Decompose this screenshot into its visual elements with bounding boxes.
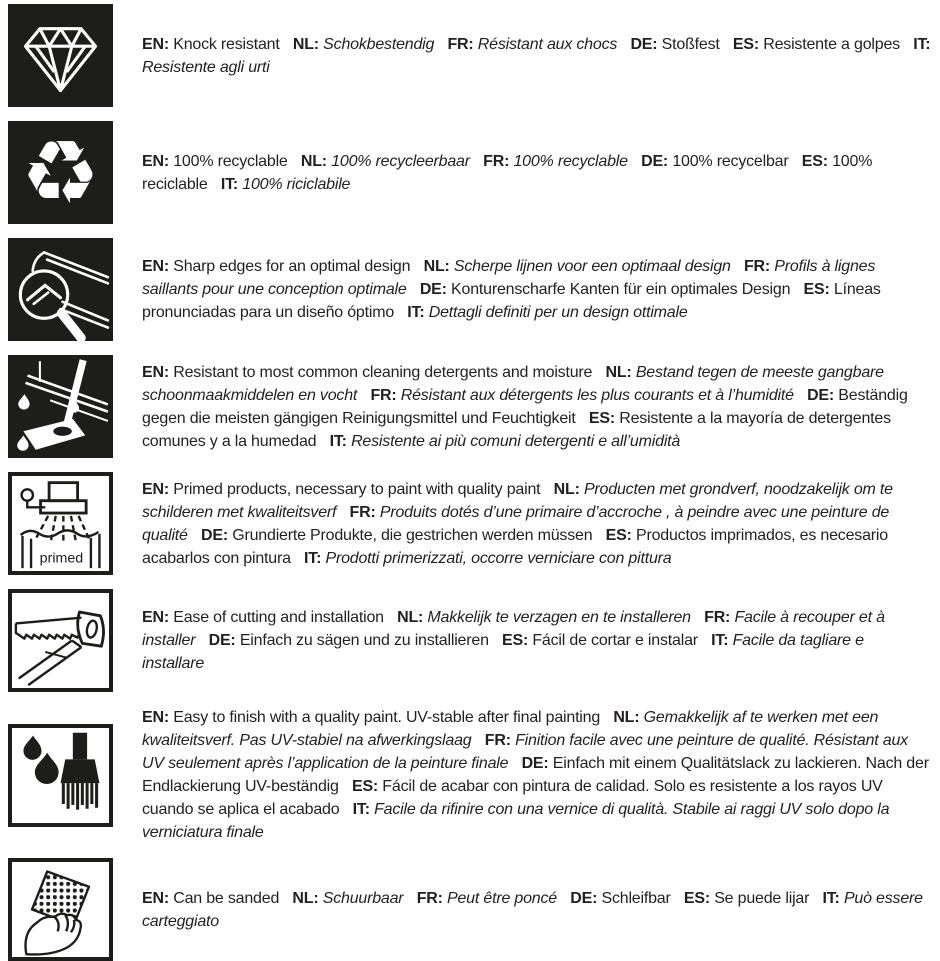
language-text: Resistente a golpes (763, 35, 900, 53)
language-label: NL: (292, 889, 319, 907)
language-segment (570, 890, 670, 907)
language-label: ES: (588, 409, 615, 427)
language-label: DE: (630, 35, 658, 53)
language-label: IT: (711, 632, 729, 649)
language-text: Bestand tegen de meeste gangbare schoonmaakmiddelen en vocht (142, 363, 884, 404)
language-segment (304, 550, 671, 567)
feature-text (142, 33, 934, 79)
language-text: Knock resistant (173, 35, 280, 53)
language-label: NL: (613, 709, 640, 726)
language-text: 100% recyclable (173, 152, 288, 170)
language-label: ES: (605, 526, 632, 544)
language-label: EN: (142, 35, 169, 53)
language-label: EN: (142, 609, 169, 626)
language-segment (221, 176, 350, 193)
language-segment (483, 153, 628, 170)
language-text: Easy to finish with a quality paint. UV-stable after final painting (173, 709, 601, 726)
language-text: Facile da rifinire con una vernice di qualità. Stabile ai raggi UV solo dopo la verniciatura finale (142, 801, 890, 841)
language-label: NL: (423, 258, 450, 275)
sanding-hand-icon (8, 858, 113, 961)
language-label: IT: (304, 549, 322, 567)
language-label: DE: (521, 755, 549, 772)
language-label: IT: (913, 35, 931, 53)
feature-row-recyclable (8, 121, 934, 224)
language-text: Einfach zu sägen und zu installieren (239, 632, 489, 649)
language-text: Schokbestendig (323, 35, 435, 53)
language-text: Résistant aux chocs (477, 35, 618, 53)
language-segment (370, 387, 793, 404)
language-label: DE: (419, 281, 447, 298)
language-label: IT: (407, 304, 425, 321)
feature-row-sharp-edges (8, 238, 934, 341)
language-label: FR: (447, 35, 474, 53)
language-segment (733, 36, 900, 53)
language-text: Resistente a la mayoría de detergentes comunes y a la humedad (142, 409, 891, 450)
language-segment (630, 36, 719, 53)
language-segment (142, 36, 280, 53)
language-text: Facile da tagliare e installare (142, 632, 864, 672)
language-text: Scherpe lijnen voor een optimaal design (453, 258, 731, 275)
feature-row-sanding (8, 858, 934, 961)
language-text: Einfach mit einem Qualitätslack zu lackieren. Nach der Endlackierung UV-beständig (142, 755, 929, 795)
feature-text (142, 706, 934, 844)
language-label: ES: (351, 778, 379, 795)
language-text: Primed products, necessary to paint with quality paint (173, 480, 541, 498)
feature-row-primed (8, 472, 934, 575)
language-label: IT: (329, 432, 347, 450)
language-text: Facile à recouper et à installer (142, 609, 885, 649)
language-label: DE: (570, 889, 598, 907)
language-text: Beständig gegen die meisten gängigen Reinigungsmittel und Feuchtigkeit (142, 386, 908, 427)
feature-row-cutting (8, 589, 934, 692)
feature-text (142, 255, 934, 324)
language-text: Se puede lijar (714, 889, 810, 907)
feature-text (142, 150, 934, 196)
language-label: DE: (208, 632, 236, 649)
language-segment (641, 153, 788, 170)
language-text: Prodotti primerizzati, occorre verniciare con pittura (325, 549, 672, 567)
language-text: Can be sanded (173, 889, 280, 907)
language-text: Fácil de acabar con pintura de calidad. Solo es resistente a los rayos UV cuando se aplica el acabado (142, 778, 883, 818)
language-text: Sharp edges for an optimal design (173, 258, 411, 275)
language-label: NL: (292, 35, 319, 53)
language-text: Schleifbar (601, 889, 671, 907)
language-segment (301, 153, 470, 170)
language-text: Producten met grondverf, noodzakelijk om te schilderen met kwaliteitsverf (142, 480, 893, 521)
language-segment (142, 258, 410, 275)
language-segment (142, 890, 279, 907)
language-segment (209, 632, 489, 649)
language-segment (420, 281, 790, 298)
language-text: Grundierte Produkte, die gestrichen werden müssen (232, 526, 593, 544)
language-segment (407, 304, 687, 321)
language-segment (142, 709, 600, 726)
paint-brush-drops-icon (8, 724, 113, 827)
language-label: FR: (416, 889, 443, 907)
mop-cleaning-icon (8, 355, 113, 458)
feature-row-paint-finish (8, 706, 934, 844)
language-label: IT: (822, 889, 840, 907)
language-label: DE: (201, 526, 228, 544)
language-label: EN: (142, 480, 169, 498)
recycle-icon (8, 121, 113, 224)
language-label: EN: (142, 889, 169, 907)
feature-text (142, 606, 934, 675)
language-text: Finition facile avec une peinture de qualité. Résistant aux UV seulement après l’application de la peinture finale (142, 732, 908, 772)
language-label: ES: (801, 152, 828, 170)
language-text: Può essere carteggiato (142, 889, 923, 930)
language-label: ES: (803, 281, 830, 298)
language-label: DE: (807, 386, 835, 404)
language-text: Résistant aux détergents les plus courants et à l’humidité (400, 386, 794, 404)
language-segment (142, 481, 540, 498)
language-text: Stoßfest (661, 35, 720, 53)
language-label: NL: (397, 609, 424, 626)
language-segment (417, 890, 557, 907)
language-segment (447, 36, 617, 53)
language-label: ES: (502, 632, 529, 649)
language-label: ES: (683, 889, 710, 907)
language-text: Ease of cutting and installation (173, 609, 384, 626)
language-text: Produits dotés d’une primaire d’accroche , à peindre avec une peinture de qualité (142, 503, 890, 544)
language-text: 100% recycelbar (672, 152, 789, 170)
language-label: EN: (142, 152, 169, 170)
language-label: IT: (220, 175, 239, 193)
recycle-glyph: ♻ (21, 120, 100, 224)
language-label: IT: (352, 801, 370, 818)
language-text: Gemakkelijk af te werken met een kwaliteitsverf. Pas UV-stabiel na afwerkingslaag (142, 709, 879, 749)
language-text: Profils à lignes saillants pour une conception optimale (142, 258, 876, 298)
language-text: Peut être poncé (447, 889, 557, 907)
language-label: ES: (732, 35, 759, 53)
feature-row-knock-resistant (8, 4, 934, 107)
language-segment (142, 364, 592, 381)
language-segment (142, 609, 384, 626)
primer-spray-icon (8, 472, 113, 575)
language-label: NL: (605, 363, 632, 381)
language-label: FR: (483, 152, 510, 170)
language-segment (201, 527, 592, 544)
language-label: DE: (641, 152, 669, 170)
language-label: FR: (704, 609, 731, 626)
language-segment (293, 36, 434, 53)
language-segment (424, 258, 731, 275)
language-segment (292, 890, 403, 907)
language-text: Dettagli definiti per un design ottimale (428, 304, 688, 321)
language-text: Makkelijk te verzagen en te installeren (427, 609, 691, 626)
diamond-icon (8, 4, 113, 107)
language-label: NL: (300, 152, 327, 170)
language-label: FR: (349, 503, 376, 521)
feature-text (142, 361, 934, 453)
language-text: 100% riciclabile (242, 175, 351, 193)
language-label: FR: (484, 732, 511, 749)
language-segment (684, 890, 809, 907)
language-text: 100% recyclable (513, 152, 628, 170)
language-label: FR: (743, 258, 771, 275)
language-text: Productos imprimados, es necesario acabarlos con pintura (142, 526, 888, 567)
language-segment (330, 433, 681, 450)
language-segment (502, 632, 698, 649)
language-text: 100% reciclable (142, 152, 873, 193)
language-text: Líneas pronunciadas para un diseño óptimo (142, 281, 881, 321)
sharp-edges-magnifier-icon (8, 238, 113, 341)
language-segment (142, 153, 288, 170)
feature-text (142, 887, 934, 933)
language-label: EN: (142, 709, 169, 726)
language-label: EN: (142, 363, 169, 381)
language-label: EN: (142, 258, 169, 275)
language-text: Resistente ai più comuni detergenti e all’umidità (351, 432, 681, 450)
feature-row-cleaning-resistant (8, 355, 934, 458)
language-text: Konturenscharfe Kanten für ein optimales Design (451, 281, 791, 298)
feature-text (142, 478, 934, 570)
language-text: Resistente agli urti (142, 58, 270, 76)
language-text: Resistant to most common cleaning detergents and moisture (173, 363, 593, 381)
saw-cutting-icon (8, 589, 113, 692)
language-text: Schuurbaar (322, 889, 404, 907)
language-segment (397, 609, 691, 626)
language-text: Fácil de cortar e instalar (532, 632, 698, 649)
language-label: FR: (370, 386, 397, 404)
primed-label: primed (39, 550, 84, 567)
language-text: 100% recycleerbaar (331, 152, 470, 170)
language-label: NL: (553, 480, 580, 498)
